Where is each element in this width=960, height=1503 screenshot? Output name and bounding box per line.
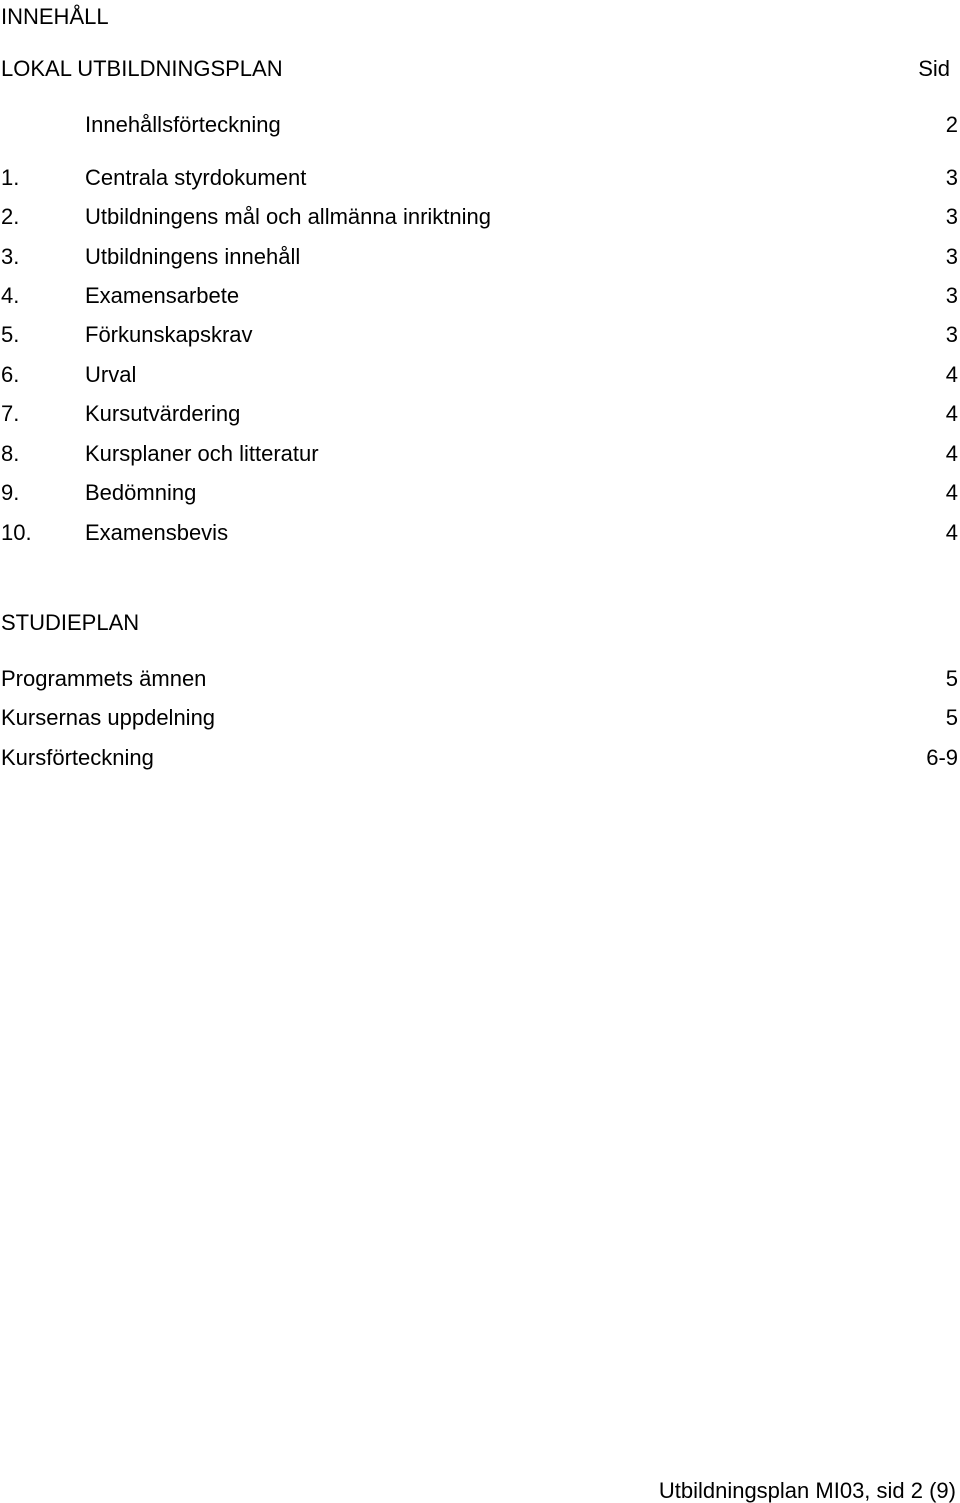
toc-item-label: Kursutvärdering [85, 401, 241, 426]
toc-item-page: 3 [945, 165, 958, 190]
toc-item-number: 10. [1, 520, 32, 545]
toc-item-number: 8. [1, 441, 20, 466]
toc-item-page: 3 [945, 322, 958, 347]
toc-item-number: 9. [1, 480, 20, 505]
toc-item-label: Kursplaner och litteratur [85, 441, 319, 466]
toc-item-page: 4 [945, 520, 958, 545]
toc-item-label: Examensarbete [85, 283, 240, 308]
toc-item-page: 4 [945, 401, 958, 426]
toc-item-number: 2. [1, 204, 20, 229]
toc-intro-label: Innehållsförteckning [85, 112, 281, 137]
page-footer: Utbildningsplan MI03, sid 2 (9) [658, 1478, 956, 1503]
toc-item-number: 6. [1, 362, 20, 387]
toc-intro-page: 2 [945, 112, 958, 137]
toc-item-label: Utbildningens mål och allmänna inriktning [85, 204, 492, 229]
toc-item-number: 1. [1, 165, 20, 190]
toc-item-page: 3 [945, 244, 958, 269]
toc-item-number: 3. [1, 244, 20, 269]
toc-item-label: Examensbevis [85, 520, 229, 545]
toc-item-page: 6-9 [926, 745, 958, 770]
toc-item-label: Bedömning [85, 480, 197, 505]
section-title-lokal-utbildningsplan: LOKAL UTBILDNINGSPLAN [1, 56, 283, 81]
page-heading: INNEHÅLL [1, 4, 109, 29]
toc-item-page: 3 [945, 204, 958, 229]
toc-item-number: 7. [1, 401, 20, 426]
toc-item-label: Centrala styrdokument [85, 165, 307, 190]
toc-item-page: 3 [945, 283, 958, 308]
toc-item-page: 4 [945, 441, 958, 466]
toc-item-page: 4 [945, 362, 958, 387]
toc-item-label: Programmets ämnen [1, 666, 207, 691]
toc-item-label: Utbildningens innehåll [85, 244, 301, 269]
toc-item-label: Urval [85, 362, 137, 387]
toc-item-number: 5. [1, 322, 20, 347]
section-title-studieplan: STUDIEPLAN [1, 610, 140, 635]
page-column-header: Sid [918, 56, 950, 81]
toc-item-label: Förkunskapskrav [85, 322, 253, 347]
toc-item-page: 5 [945, 705, 958, 730]
toc-item-page: 5 [945, 666, 958, 691]
toc-item-label: Kursernas uppdelning [1, 705, 216, 730]
toc-item-page: 4 [945, 480, 958, 505]
toc-item-number: 4. [1, 283, 20, 308]
toc-item-label: Kursförteckning [1, 745, 154, 770]
